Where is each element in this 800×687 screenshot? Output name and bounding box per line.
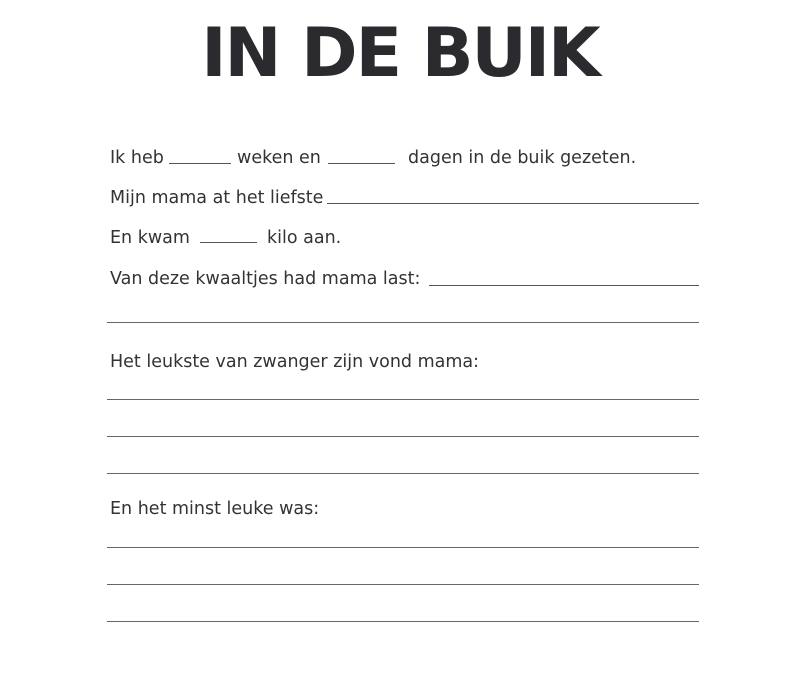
worst-line-3[interactable]: [107, 621, 699, 622]
food-label: Mijn mama at het liefste: [110, 188, 324, 208]
weeks-blank[interactable]: [169, 163, 231, 164]
food-blank[interactable]: [327, 203, 699, 204]
worst-line-1[interactable]: [107, 547, 699, 548]
best-line-1[interactable]: [107, 399, 699, 400]
weight-blank[interactable]: [200, 242, 257, 243]
complaints-line-2[interactable]: [107, 322, 699, 323]
best-label: Het leukste van zwanger zijn vond mama:: [110, 352, 480, 372]
complaints-label: Van deze kwaaltjes had mama last:: [110, 269, 421, 289]
days-label-end: dagen in de buik gezeten.: [408, 148, 637, 168]
best-line-3[interactable]: [107, 473, 699, 474]
best-line-2[interactable]: [107, 436, 699, 437]
days-blank[interactable]: [328, 163, 395, 164]
page-title: IN DE BUIK: [201, 14, 599, 93]
weeks-label-start: Ik heb: [110, 148, 164, 168]
complaints-blank[interactable]: [429, 285, 699, 286]
weight-label-start: En kwam: [110, 228, 190, 248]
weight-label-end: kilo aan.: [267, 228, 342, 248]
worst-line-2[interactable]: [107, 584, 699, 585]
worst-label: En het minst leuke was:: [110, 499, 320, 519]
weeks-label-middle: weken en: [237, 148, 321, 168]
